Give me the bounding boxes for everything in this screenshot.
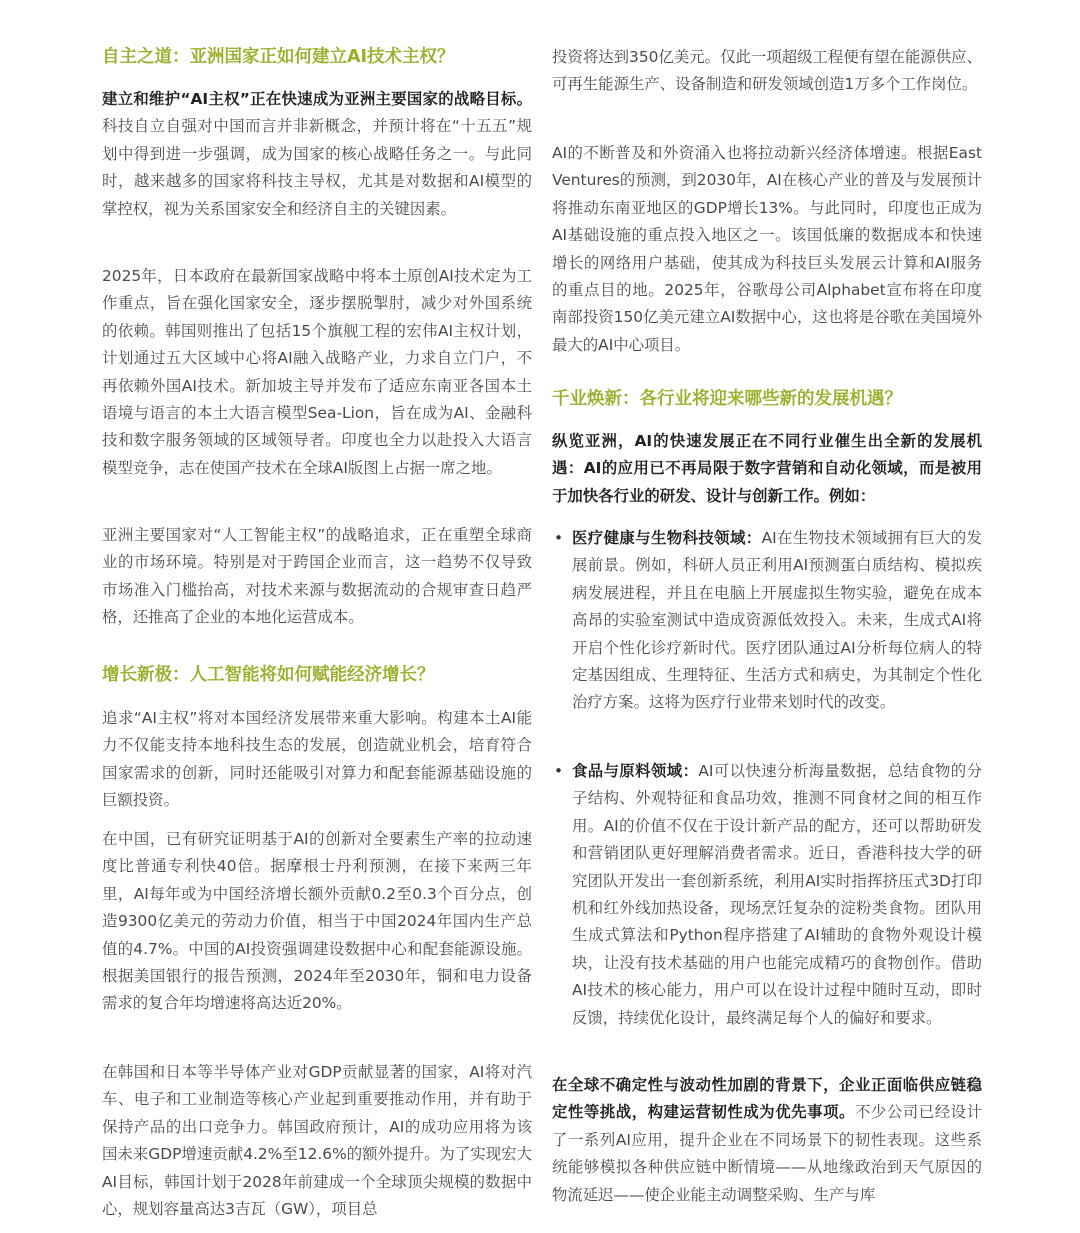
list-item-body: AI在生物技术领域拥有巨大的发展前景。例如，科研人员正利用AI预测蛋白质结构、模拟疾病发展进程，并且在电脑上开展虚拟生物实验，避免在成本高昂的实验室测试中造成资源低效投入。未来，生成式AI将开启个性化诊疗新时代。医疗团队通过AI分析每位病人的特定基因组成、生理特征、生活方式和病史，为其制定个性化治疗方案。这将为医疗行业带来划时代的改变。 (572, 529, 982, 712)
list-item-title: 医疗健康与生物科技领域： (572, 529, 762, 547)
section-heading-industries: 千业焕新：各行业将迎来哪些新的发展机遇？ (552, 389, 902, 409)
section-heading-sovereignty: 自主之道：亚洲国家正如何建立AI技术主权？ (102, 47, 455, 67)
paragraph-body: 不少公司已经设计了一系列AI应用，提升企业在不同场景下的韧性表现。这些系统能够模拟各种供应链中断情境——从地缘政治到天气原因的物流延迟——使企业能主动调整采购、生产与库 (552, 1103, 982, 1204)
paragraph-korea-japan: 在韩国和日本等半导体产业对GDP贡献显著的国家，AI将对汽车、电子和工业制造等核心产业起到重要推动作用，并有助于保持产品的出口竞争力。韩国政府预计，AI的成功应用将为该国未来GDP增速贡献4.2%至12.6%的额外提升。为了实现宏大AI目标，韩国计划于2028年前建成一个全球顶尖规模的数据中心，规划容量高达3吉瓦（GW），项目总 (102, 1063, 532, 1219)
list-item-food (552, 758, 982, 1032)
bullet-icon: • (554, 529, 564, 547)
paragraph-investment-continued: 投资将达到350亿美元。仅此一项超级工程便有望在能源供应、可再生能源生产、设备制造和研发领域创造1万多个工作岗位。 (552, 48, 982, 94)
paragraph-china: 在中国，已有研究证明基于AI的创新对全要素生产率的拉动速度比普通专利快40倍。据摩根士丹利预测，在接下来两三年里，AI每年或为中国经济增长额外贡献0.2至0.3个百分点，创造9300亿美元的劳动力价值，相当于中国2024年国内生产总值的4.7%。中国的AI投资强调建设数据中心和配套能源设施。根据美国银行的报告预测，2024年至2030年，铜和电力设备需求的复合年均增速将高达近20%。 (102, 830, 532, 1013)
paragraph-japan-korea: 2025年，日本政府在最新国家战略中将本土原创AI技术定为工作重点，旨在强化国家安全，逐步摆脱掣肘，减少对外国系统的依赖。韩国则推出了包括15个旗舰工程的宏伟AI主权计划，计划通过五大区域中心将AI融入战略产业，力求自立门户，不再依赖外国AI技术。新加坡主导并发布了适应东南亚各国本土语境与语言的本土大语言模型Sea-Lion，旨在成为AI、金融科技和数字服务领域的区域领导者。印度也全力以赴投入大语言模型竞争，志在使国产技术在全球AI版图上占据一席之地。 (102, 267, 532, 477)
paragraph-supply-chain (552, 1072, 982, 1209)
list-item-title: 食品与原料领域： (572, 762, 699, 780)
paragraph-growth-intro: 追求“AI主权”将对本国经济发展带来重大影响。构建本土AI能力不仅能支持本地科技生态的发展，创造就业机会，培育符合国家需求的创新，同时还能吸引对算力和配套能源基础设施的巨额投资。 (102, 709, 532, 810)
paragraph-body: 科技自立自强对中国而言并非新概念，并预计将在“十五五”规划中得到进一步强调，成为国家的核心战略任务之一。与此同时，越来越多的国家将科技主导权，尤其是对数据和AI模型的掌控权，视为关系国家安全和经济自主的关键因素。 (102, 117, 532, 218)
paragraph-market-impact: 亚洲主要国家对“人工智能主权”的战略追求，正在重塑全球商业的市场环境。特别是对于跨国企业而言，这一趋势不仅导致市场准入门槛抬高，对技术来源与数据流动的合规审查日趋严格，还推高了企业的本地化运营成本。 (102, 526, 532, 627)
paragraph-emerging-economies: AI的不断普及和外资涌入也将拉动新兴经济体增速。根据East Ventures的预测，到2030年，AI在核心产业的普及与发展预计将推动东南亚地区的GDP增长13%。与此同时，印度也正成为AI基础设施的重点投入地区之一。该国低廉的数据成本和快速增长的网络用户基础，使其成为科技巨头发展云计算和AI服务的重点目的地。2025年，谷歌母公司Alphabet宣布将在印度南部投资150亿美元建立AI数据中心，这也将是谷歌在美国境外最大的AI中心项目。 (552, 144, 982, 354)
section-heading-growth: 增长新极：人工智能将如何赋能经济增长？ (102, 665, 435, 685)
list-item-healthcare (552, 525, 982, 717)
paragraph-industries-intro (552, 428, 982, 510)
bullet-icon: • (554, 762, 564, 780)
list-item-body: AI可以快速分析海量数据，总结食物的分子结构、外观特征和食品功效，推测不同食材之间的相互作用。AI的价值不仅在于设计新产品的配方，还可以帮助研发和营销团队更好理解消费者需求。近日，香港科技大学的研究团队开发出一套创新系统，利用AI实时指挥挤压式3D打印机和红外线加热设备，现场烹饪复杂的淀粉类食物。团队用生成式算法和Python程序搭建了AI辅助的食物外观设计模块，让没有技术基础的用户也能完成精巧的食物创作。借助AI技术的核心能力，用户可以在设计过程中随时互动，即时反馈，持续优化设计，最终满足每个人的偏好和要求。 (572, 762, 982, 1027)
paragraph-lead-bold: 建立和维护“AI主权”正在快速成为亚洲主要国家的战略目标。 (102, 90, 532, 108)
paragraph-lead-bold: 在全球不确定性与波动性加剧的背景下，企业正面临供应链稳定性等挑战，构建运营韧性成为优先事项。 (552, 1076, 982, 1122)
paragraph-lead-bold: 纵览亚洲，AI的快速发展正在不同行业催生出全新的发展机遇：AI的应用已不再局限于数字营销和自动化领域，而是被用于加快各行业的研发、设计与创新工作。例如： (552, 432, 982, 505)
paragraph-sovereignty-intro (102, 86, 532, 223)
